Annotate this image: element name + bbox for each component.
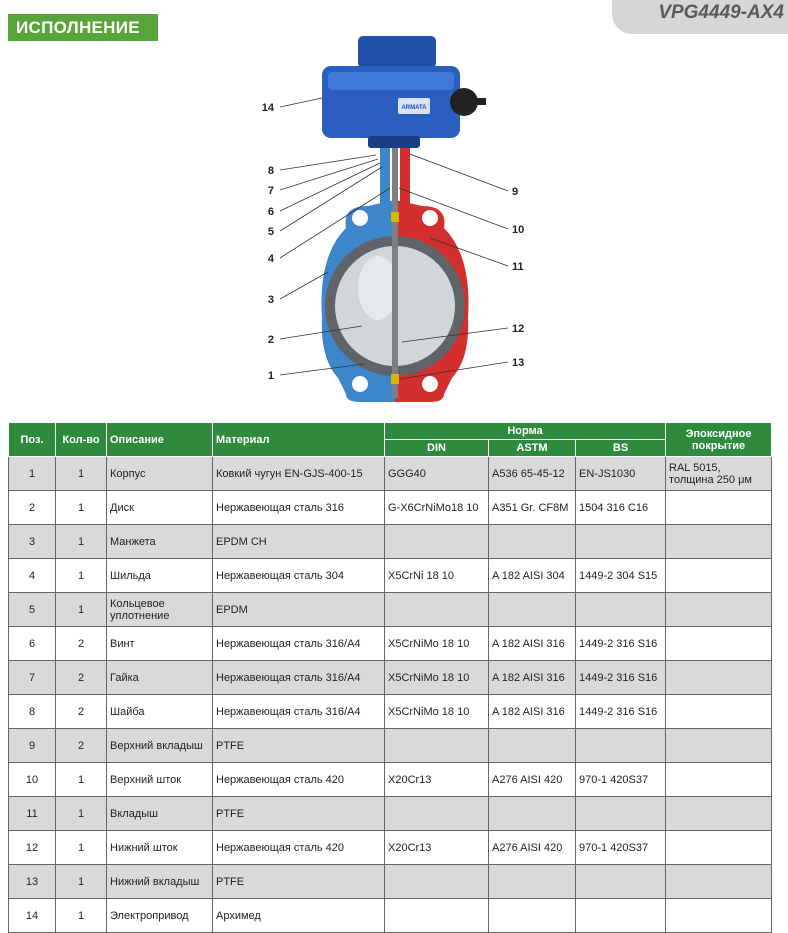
row-description: Верхний вкладыш: [107, 729, 213, 763]
table-row: [9, 661, 772, 695]
row-bs: 1449-2 316 S16: [576, 661, 666, 695]
row-astm: A276 AISI 420: [489, 831, 576, 865]
section-title-badge: ИСПОЛНЕНИЕ: [8, 14, 158, 41]
brand-label: ARMATA: [401, 105, 427, 111]
row-description: Вкладыш: [107, 797, 213, 831]
row-astm: A 182 AISI 316: [489, 695, 576, 729]
row-astm: [489, 729, 576, 763]
callout-12: 12: [512, 323, 525, 335]
callout-8: 8: [267, 165, 274, 177]
row-astm: A351 Gr. CF8M: [489, 491, 576, 525]
table-row: [9, 457, 772, 491]
row-din: X20Cr13: [385, 763, 489, 797]
bolt-hole: [422, 376, 438, 392]
row-qty: 1: [56, 899, 107, 933]
row-qty: 2: [56, 695, 107, 729]
row-din: X5CrNiMo 18 10: [385, 627, 489, 661]
row-pos: 10: [9, 763, 56, 797]
row-qty: 2: [56, 729, 107, 763]
row-pos: 12: [9, 831, 56, 865]
header-pos: Поз.: [9, 423, 56, 457]
table-row: [9, 865, 772, 899]
row-pos: 11: [9, 797, 56, 831]
row-pos: 5: [9, 593, 56, 627]
row-material: PTFE: [213, 865, 385, 899]
row-din: X5CrNiMo 18 10: [385, 661, 489, 695]
callout-13: 13: [512, 357, 525, 369]
row-coating: [666, 491, 772, 525]
bolt-hole: [352, 210, 368, 226]
row-qty: 1: [56, 593, 107, 627]
header-astm: ASTM: [489, 440, 576, 457]
row-astm: [489, 525, 576, 559]
header-material: Материал: [213, 423, 385, 457]
row-material: Нержавеющая сталь 420: [213, 831, 385, 865]
row-coating: [666, 559, 772, 593]
lower-bushing: [391, 374, 399, 384]
row-qty: 1: [56, 797, 107, 831]
row-material: PTFE: [213, 797, 385, 831]
row-din: [385, 593, 489, 627]
row-bs: 1449-2 304 S15: [576, 559, 666, 593]
row-din: [385, 729, 489, 763]
row-astm: [489, 797, 576, 831]
bolt-hole: [352, 376, 368, 392]
valve-illustration: [250, 28, 540, 418]
row-coating: RAL 5015, толщина 250 μм: [666, 457, 772, 491]
row-astm: A536 65-45-12: [489, 457, 576, 491]
row-coating: [666, 729, 772, 763]
row-din: [385, 865, 489, 899]
header-coating: Эпоксидное покрытие: [666, 423, 772, 457]
valve-stem: [392, 148, 398, 398]
row-material: Ковкий чугун EN-GJS-400-15: [213, 457, 385, 491]
row-qty: 1: [56, 865, 107, 899]
row-description: Винт: [107, 627, 213, 661]
row-coating: [666, 797, 772, 831]
row-din: GGG40: [385, 457, 489, 491]
callout-3: 3: [267, 294, 274, 306]
row-coating: [666, 899, 772, 933]
row-qty: 2: [56, 661, 107, 695]
row-astm: A 182 AISI 316: [489, 627, 576, 661]
row-bs: 1504 316 C16: [576, 491, 666, 525]
row-bs: [576, 899, 666, 933]
row-din: [385, 797, 489, 831]
row-pos: 1: [9, 457, 56, 491]
row-description: Верхний шток: [107, 763, 213, 797]
row-material: Нержавеющая сталь 316: [213, 491, 385, 525]
row-bs: 1449-2 316 S16: [576, 627, 666, 661]
row-bs: 970-1 420S37: [576, 763, 666, 797]
table-row: [9, 763, 772, 797]
row-bs: 1449-2 316 S16: [576, 695, 666, 729]
row-description: Шайба: [107, 695, 213, 729]
row-pos: 6: [9, 627, 56, 661]
row-din: X20Cr13: [385, 831, 489, 865]
row-pos: 2: [9, 491, 56, 525]
header-description: Описание: [107, 423, 213, 457]
row-qty: 1: [56, 559, 107, 593]
header-norm: Норма: [385, 423, 666, 440]
row-astm: A 182 AISI 316: [489, 661, 576, 695]
row-astm: [489, 865, 576, 899]
bolt-hole: [422, 210, 438, 226]
row-din: X5CrNi 18 10: [385, 559, 489, 593]
row-description: Манжета: [107, 525, 213, 559]
row-bs: [576, 729, 666, 763]
row-material: Нержавеющая сталь 316/A4: [213, 661, 385, 695]
table-row: [9, 695, 772, 729]
callout-10: 10: [512, 224, 525, 236]
table-row: [9, 593, 772, 627]
row-material: PTFE: [213, 729, 385, 763]
table-row: [9, 831, 772, 865]
row-bs: [576, 525, 666, 559]
header-bs: BS: [576, 440, 666, 457]
row-description: Нижний шток: [107, 831, 213, 865]
row-coating: [666, 627, 772, 661]
row-bs: [576, 593, 666, 627]
callout-5: 5: [267, 226, 274, 238]
model-number-tab: VPG4449-AX4: [612, 0, 788, 34]
row-bs: [576, 865, 666, 899]
upper-bushing: [391, 212, 399, 222]
callout-14: 14: [261, 102, 274, 114]
electric-actuator-icon: [322, 36, 486, 148]
row-pos: 3: [9, 525, 56, 559]
table-row: [9, 491, 772, 525]
materials-table: [8, 422, 772, 933]
row-description: Гайка: [107, 661, 213, 695]
row-description: Кольцевое уплотнение: [107, 593, 213, 627]
row-astm: [489, 899, 576, 933]
row-description: Нижний вкладыш: [107, 865, 213, 899]
row-qty: 1: [56, 457, 107, 491]
row-qty: 1: [56, 763, 107, 797]
row-pos: 8: [9, 695, 56, 729]
row-description: Электропривод: [107, 899, 213, 933]
callout-4: 4: [267, 253, 274, 265]
row-pos: 13: [9, 865, 56, 899]
row-din: [385, 525, 489, 559]
row-astm: [489, 593, 576, 627]
header-din: DIN: [385, 440, 489, 457]
row-coating: [666, 525, 772, 559]
row-qty: 1: [56, 491, 107, 525]
row-din: [385, 899, 489, 933]
table-row: [9, 627, 772, 661]
row-qty: 2: [56, 627, 107, 661]
table-row: [9, 729, 772, 763]
row-pos: 9: [9, 729, 56, 763]
row-coating: [666, 831, 772, 865]
row-pos: 7: [9, 661, 56, 695]
row-description: Диск: [107, 491, 213, 525]
row-bs: EN-JS1030: [576, 457, 666, 491]
callout-7: 7: [267, 185, 274, 197]
row-coating: [666, 695, 772, 729]
row-astm: A276 AISI 420: [489, 763, 576, 797]
row-din: G-X6CrNiMo18 10: [385, 491, 489, 525]
row-coating: [666, 593, 772, 627]
row-material: Нержавеющая сталь 316/A4: [213, 695, 385, 729]
row-coating: [666, 661, 772, 695]
row-material: Нержавеющая сталь 304: [213, 559, 385, 593]
callout-1: 1: [267, 370, 274, 382]
row-astm: A 182 AISI 304: [489, 559, 576, 593]
row-material: EPDM: [213, 593, 385, 627]
row-qty: 1: [56, 525, 107, 559]
row-din: X5CrNiMo 18 10: [385, 695, 489, 729]
row-material: Архимед: [213, 899, 385, 933]
row-coating: [666, 865, 772, 899]
table-row: [9, 797, 772, 831]
row-description: Корпус: [107, 457, 213, 491]
row-bs: [576, 797, 666, 831]
header-qty: Кол-во: [56, 423, 107, 457]
row-pos: 4: [9, 559, 56, 593]
row-pos: 14: [9, 899, 56, 933]
callout-6: 6: [267, 206, 274, 218]
row-qty: 1: [56, 831, 107, 865]
callout-9: 9: [512, 186, 519, 198]
callout-2: 2: [267, 334, 274, 346]
table-header-row: [9, 423, 772, 440]
table-row: [9, 559, 772, 593]
row-coating: [666, 763, 772, 797]
row-material: EPDM CH: [213, 525, 385, 559]
table-row: [9, 899, 772, 933]
row-material: Нержавеющая сталь 420: [213, 763, 385, 797]
row-description: Шильда: [107, 559, 213, 593]
row-bs: 970-1 420S37: [576, 831, 666, 865]
row-material: Нержавеющая сталь 316/A4: [213, 627, 385, 661]
callout-11: 11: [512, 261, 524, 273]
table-row: [9, 525, 772, 559]
